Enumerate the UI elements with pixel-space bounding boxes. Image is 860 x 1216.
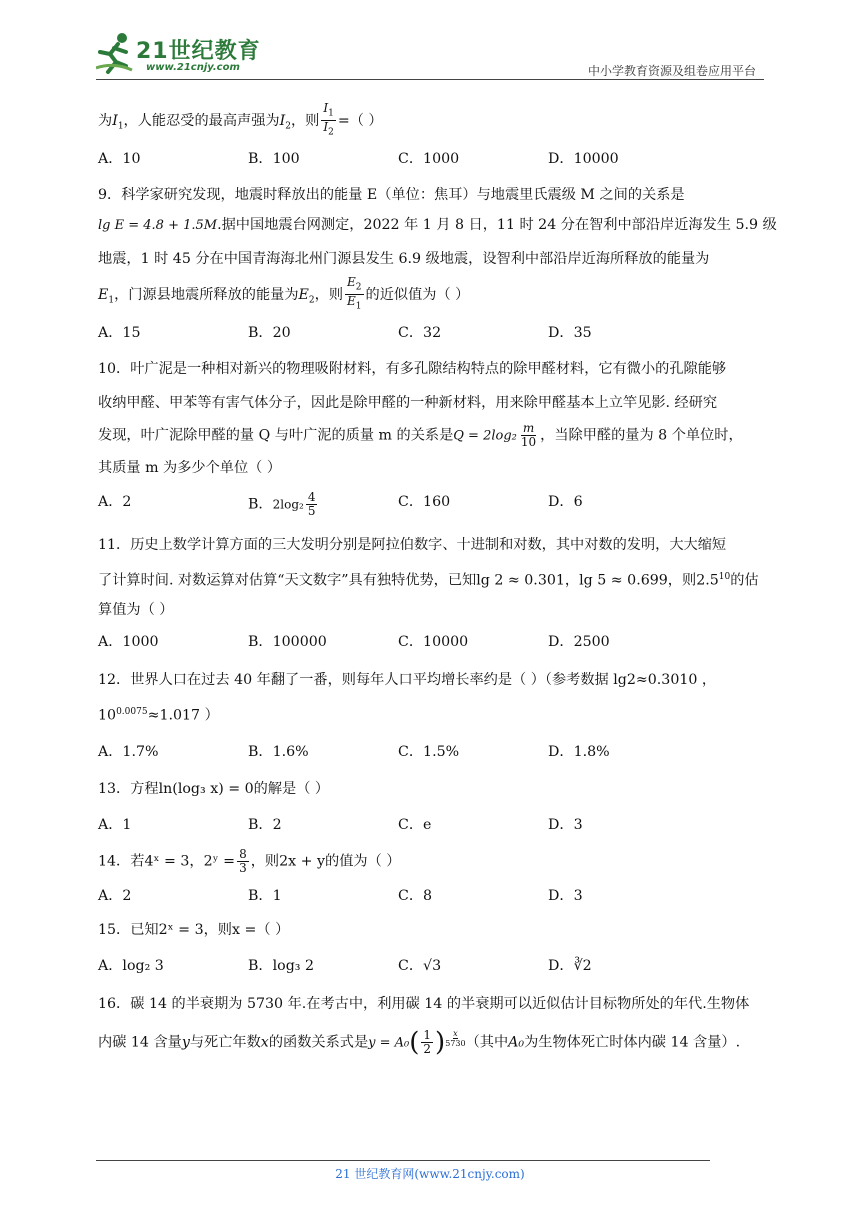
q12-option-b[interactable]: B．1.6% <box>248 744 309 761</box>
q15-option-a[interactable]: A．log₂ 3 <box>98 958 164 975</box>
q13-option-b[interactable]: B．2 <box>248 817 282 834</box>
q8-option-a[interactable]: A．10 <box>98 150 141 167</box>
q14-fraction: $\frac{8}{3}$ <box>239 847 247 876</box>
q13-options <box>98 814 764 836</box>
q9-option-b[interactable]: B．20 <box>248 324 291 341</box>
q9-line-3: 地震，1 时 45 分在中国青海海北州门源县发生 6.9 级地震，设智利中部沿岸近海所释放的能量为 <box>98 250 710 267</box>
q14-option-a[interactable]: A．2 <box>98 888 132 905</box>
q10-fraction: $\frac{m}{10}$ <box>520 420 537 449</box>
q14-line-1: 14．若4ˣ = 3，2ʸ = $\frac{8}{3}$ ，则2x + y的值为（ ） <box>98 847 401 876</box>
q15-option-c[interactable]: C．√3 <box>398 958 442 975</box>
q10-line-4: 其质量 m 为多少个单位（ ） <box>98 459 282 476</box>
platform-name: 中小学教育资源及组卷应用平台 <box>587 64 756 78</box>
q16-line-2: 内碳 14 含量y与死亡年数x的函数关系式是y = A₀( $\frac{1}{2}$ ) $^{\frac{x}{5730}}$ （其中A₀为生物体死亡时体内碳 14 含量）. <box>98 1027 741 1058</box>
q9-options <box>98 322 764 344</box>
logo-url: www.21cnjy.com <box>146 62 240 73</box>
q9-line-2: lg E = 4.8 + 1.5M.据中国地震台网测定，2022 年 1 月 8 日，11 时 24 分在智利中部沿岸近海发生 5.9 级 <box>98 216 777 233</box>
q8-options <box>98 148 764 170</box>
header-divider <box>96 79 764 80</box>
q11-option-c[interactable]: C．10000 <box>398 634 469 651</box>
q11-options <box>98 631 764 653</box>
q9-line-4: $E_1$，门源县地震所释放的能量为$E_2$，则 $\frac{E_2}{E_1}$ 的近似值为（ ） <box>98 274 470 312</box>
logo-text: 21世纪教育 <box>136 39 261 64</box>
q11-option-d[interactable]: D．2500 <box>548 634 610 651</box>
q11-line-2: 了计算时间. 对数运算对估算“天文数字”具有独特优势，已知lg 2 ≈ 0.301，lg 5 ≈ 0.699，则$2.5^{10}$的估 <box>98 571 759 589</box>
q10-option-d[interactable]: D．6 <box>548 493 583 510</box>
q8-option-d[interactable]: D．10000 <box>548 150 619 167</box>
q11-option-b[interactable]: B．100000 <box>248 634 327 651</box>
q12-line-2: $10^{0.0075}\approx 1.017$ ） <box>98 707 219 725</box>
q10-line-2: 收纳甲醛、甲苯等有害气体分子，因此是除甲醛的一种新材料，用来除甲醛基本上立竿见影. 经研究 <box>98 394 718 411</box>
q14-options <box>98 885 764 907</box>
q13-line-1: 13．方程ln(log₃ x) = 0的解是（ ） <box>98 781 330 798</box>
q8-option-b[interactable]: B．100 <box>248 150 300 167</box>
q13-option-c[interactable]: C．e <box>398 817 432 834</box>
q12-options <box>98 741 764 763</box>
q10-line-1: 10．叶广泥是一种相对新兴的物理吸附材料，有多孔隙结构特点的除甲醛材料，它有微小的孔隙能够 <box>98 360 727 377</box>
q11-line-3: 算值为（ ） <box>98 602 174 619</box>
q8-stem: 为$I_1$，人能忍受的最高声强为$I_2$，则 $\frac{I_1}{I_2}$ =（ ） <box>98 101 383 138</box>
runner-icon <box>96 32 136 74</box>
footer-link[interactable]: 21 世纪教育网(www.21cnjy.com) <box>335 1167 525 1181</box>
q15-option-b[interactable]: B．log₃ 2 <box>248 958 314 975</box>
q10-options <box>98 491 764 518</box>
q12-option-c[interactable]: C．1.5% <box>398 744 460 761</box>
q12-line-1: 12．世界人口在过去 40 年翻了一番，则每年人口平均增长率约是（ ）（参考数据 lg2≈0.3010 ， <box>98 672 717 689</box>
q11-option-a[interactable]: A．1000 <box>98 634 159 651</box>
q9-option-a[interactable]: A．15 <box>98 324 141 341</box>
q15-option-d[interactable]: D．∛2 <box>548 958 592 975</box>
q12-option-d[interactable]: D．1.8% <box>548 744 610 761</box>
q11-line-1: 11．历史上数学计算方面的三大发明分别是阿拉伯数字、十进制和对数，其中对数的发明，大大缩短 <box>98 536 727 553</box>
q9-option-c[interactable]: C．32 <box>398 324 442 341</box>
q9-fraction: $\frac{E_2}{E_1}$ <box>347 274 362 312</box>
q12-option-a[interactable]: A．1.7% <box>98 744 159 761</box>
q9-line-1: 9．科学家研究发现，地震时释放出的能量 E（单位：焦耳）与地震里氏震级 M 之间的关系是 <box>98 186 685 203</box>
page-header <box>0 0 860 80</box>
q10-option-b[interactable]: B．2log₂ $\frac{4}{5}$ <box>248 489 316 518</box>
q14-option-c[interactable]: C．8 <box>398 888 433 905</box>
site-logo[interactable] <box>96 32 266 78</box>
question-content <box>98 96 777 1058</box>
q8-fraction: $\frac{I_1}{I_2}$ <box>323 101 334 138</box>
q14-option-b[interactable]: B．1 <box>248 888 282 905</box>
footer-divider <box>96 1160 710 1161</box>
q10-option-a[interactable]: A．2 <box>98 493 132 510</box>
q10-line-3: 发现，叶广泥除甲醛的量 Q 与叶广泥的质量 m 的关系是Q = 2log₂ $\frac{m}{10}$ ，当除甲醛的量为 8 个单位时， <box>98 420 743 449</box>
q9-option-d[interactable]: D．35 <box>548 324 592 341</box>
q13-option-a[interactable]: A．1 <box>98 817 132 834</box>
q16-exponent: x 5730 <box>445 1029 466 1049</box>
q15-line-1: 15．已知2ˣ = 3，则x =（ ） <box>98 922 290 939</box>
q14-option-d[interactable]: D．3 <box>548 888 583 905</box>
q16-fraction: $\frac{1}{2}$ <box>423 1028 432 1057</box>
q10-option-c[interactable]: C．160 <box>398 493 451 510</box>
q16-line-1: 16．碳 14 的半衰期为 5730 年.在考古中，利用碳 14 的半衰期可以近似估计目标物所处的年代.生物体 <box>98 996 750 1013</box>
q15-options <box>98 955 764 977</box>
q8-option-c[interactable]: C．1000 <box>398 150 460 167</box>
q13-option-d[interactable]: D．3 <box>548 817 583 834</box>
